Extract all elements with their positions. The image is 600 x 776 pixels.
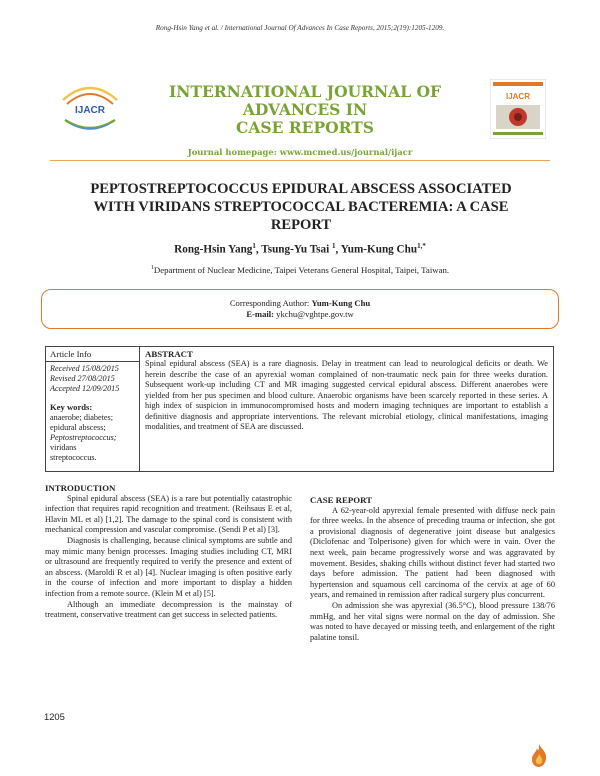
keyword: viridans xyxy=(50,443,77,452)
journal-title-line1: INTERNATIONAL JOURNAL OF ADVANCES IN xyxy=(169,82,441,119)
article-info-header: Article Info xyxy=(46,347,139,362)
case-report-heading: CASE REPORT xyxy=(310,495,373,505)
affiliation xyxy=(0,265,600,275)
logo-left-text: IJACR xyxy=(74,105,106,116)
page-number: 1205 xyxy=(44,711,65,722)
article-info-box xyxy=(45,346,140,472)
introduction-heading: INTRODUCTION xyxy=(45,483,116,493)
author-superscript: 1,* xyxy=(417,242,426,250)
abstract-box xyxy=(140,346,554,472)
keyword: anaerobe; diabetes; xyxy=(50,413,113,422)
case-report-section xyxy=(310,495,555,643)
email-label: E-mail: xyxy=(246,309,274,319)
introduction-section xyxy=(45,483,292,621)
corresponding-author-box xyxy=(41,289,559,329)
revised-date: Revised 27/08/2015 xyxy=(50,374,115,383)
author-name: Yum-Kung Chu xyxy=(340,243,418,256)
journal-cover-thumbnail xyxy=(490,79,546,139)
body-paragraph: Spinal epidural abscess (SEA) is a rare but potentially catastrophic infection that requires rapid recognition and treatment. (Reihsaus E et al, Hlavin ML et al) [1,2]. The damage to the spinal cord is consistent with mechanical compression and vascular compromise. (Sendi P et al) [3]. xyxy=(45,493,292,535)
logo-right-text: IJACR xyxy=(505,92,531,101)
keyword: Peptostreptococcus; xyxy=(50,433,117,442)
keyword: streptococcus. xyxy=(50,453,97,462)
paper-title xyxy=(58,180,544,234)
journal-title xyxy=(130,83,480,137)
abstract-text: Spinal epidural abscess (SEA) is a rare diagnosis. Delay in treatment can lead to neurological deficits or death. We herein describe the case of an apyrexial woman complained of non-traumatic neck pain for three weeks duration. Subsequent work-up including CT and MR imaging suggested cervical epidural abscess. Different anaerobes were yielded from her pus specimen and blood culture. Anaerobic organisms have been scarcely reported in these series. A high index of suspicion in immunocompromised hosts and modern imaging techniques are important to establish a definitive diagnosis and appropriate interventions. The relevant microbial etiology, clinical manifestations, imaging modalities, and treatment of SEA are discussed. xyxy=(145,359,548,431)
author-superscript: 1 xyxy=(332,242,336,250)
affiliation-superscript: 1 xyxy=(150,265,154,272)
paper-title-line3: REPORT xyxy=(270,217,332,233)
affiliation-text: Department of Nuclear Medicine, Taipei Veterans General Hospital, Taipei, Taiwan. xyxy=(153,265,450,275)
author-name: Rong-Hsin Yang xyxy=(174,243,253,256)
body-paragraph: A 62-year-old apyrexial female presented with diffuse neck pain for three weeks. In the absence of preceding trauma or infection, she got a provisional diagnosis of degenerative joint disease but analgesics (Diclofenac and Tolperisone) given for which were in vain. Over the next week, pain became progressively worse and was aggravated by movement. Besides, shaking chills without distinct fever had started two days before admission. The patient had been diagnosed with hypertension and squamous cell carcinoma of the cervix at age of 60 years, and remained in remission after radical surgery plus concurrent. xyxy=(310,505,555,600)
journal-logo-left xyxy=(57,80,123,136)
author-superscript: 1 xyxy=(252,242,256,250)
keywords-header: Key words: xyxy=(50,402,93,412)
body-paragraph: On admission she was apyrexial (36.5°C), blood pressure 138/76 mmHg, and her vital signs were normal on the day of admission. She was noted to have decayed or missing teeth, and enlargement of the right palatine tonsil. xyxy=(310,600,555,642)
running-header: Rong-Hsin Yang et al. / International Journal Of Advances In Case Reports, 2015;2(19):1205-1209. xyxy=(155,24,445,32)
author-name: Tsung-Yu Tsai xyxy=(261,243,330,256)
accepted-date: Accepted 12/09/2015 xyxy=(50,384,120,393)
corr-name: Yum-Kung Chu xyxy=(311,298,371,308)
received-date: Received 15/08/2015 xyxy=(50,364,119,373)
paper-title-line1: PEPTOSTREPTOCOCCUS EPIDURAL ABSCESS ASSOCIATED xyxy=(90,181,512,197)
paper-title-line2: WITH VIRIDANS STREPTOCOCCAL BACTEREMIA: A CASE xyxy=(93,199,509,215)
journal-homepage-link[interactable]: Journal homepage: www.mcmed.us/journal/ijacr xyxy=(187,147,413,157)
keyword: epidural abscess; xyxy=(50,423,106,432)
header-divider xyxy=(50,160,550,161)
corr-email[interactable]: ykchu@vghtpe.gov.tw xyxy=(276,309,354,319)
body-paragraph: Although an immediate decompression is the mainstay of treatment, conservative treatment can get success in selected patients. xyxy=(45,599,292,620)
flame-icon xyxy=(528,742,550,768)
author-list: Rong-Hsin Yang$^1$, Tsung-Yu Tsai $^1$, Yum-Kung Chu$^{1,*}$ xyxy=(174,242,426,256)
body-paragraph: Diagnosis is challenging, because clinical symptoms are subtle and may mimic many benign processes. Imaging studies including CT, MRI or ultrasound are frequently required to verify the presence and extent of an abscess. (Maroldi R et al) [4]. Nuclear imaging is often positive early in the course of infection and more important to display a hidden infection from a remote source. (Klein M et al) [5]. xyxy=(45,535,292,598)
abstract-header: ABSTRACT xyxy=(145,349,193,359)
journal-title-line2: CASE REPORTS xyxy=(236,118,374,137)
corr-label: Corresponding Author: xyxy=(229,298,310,308)
